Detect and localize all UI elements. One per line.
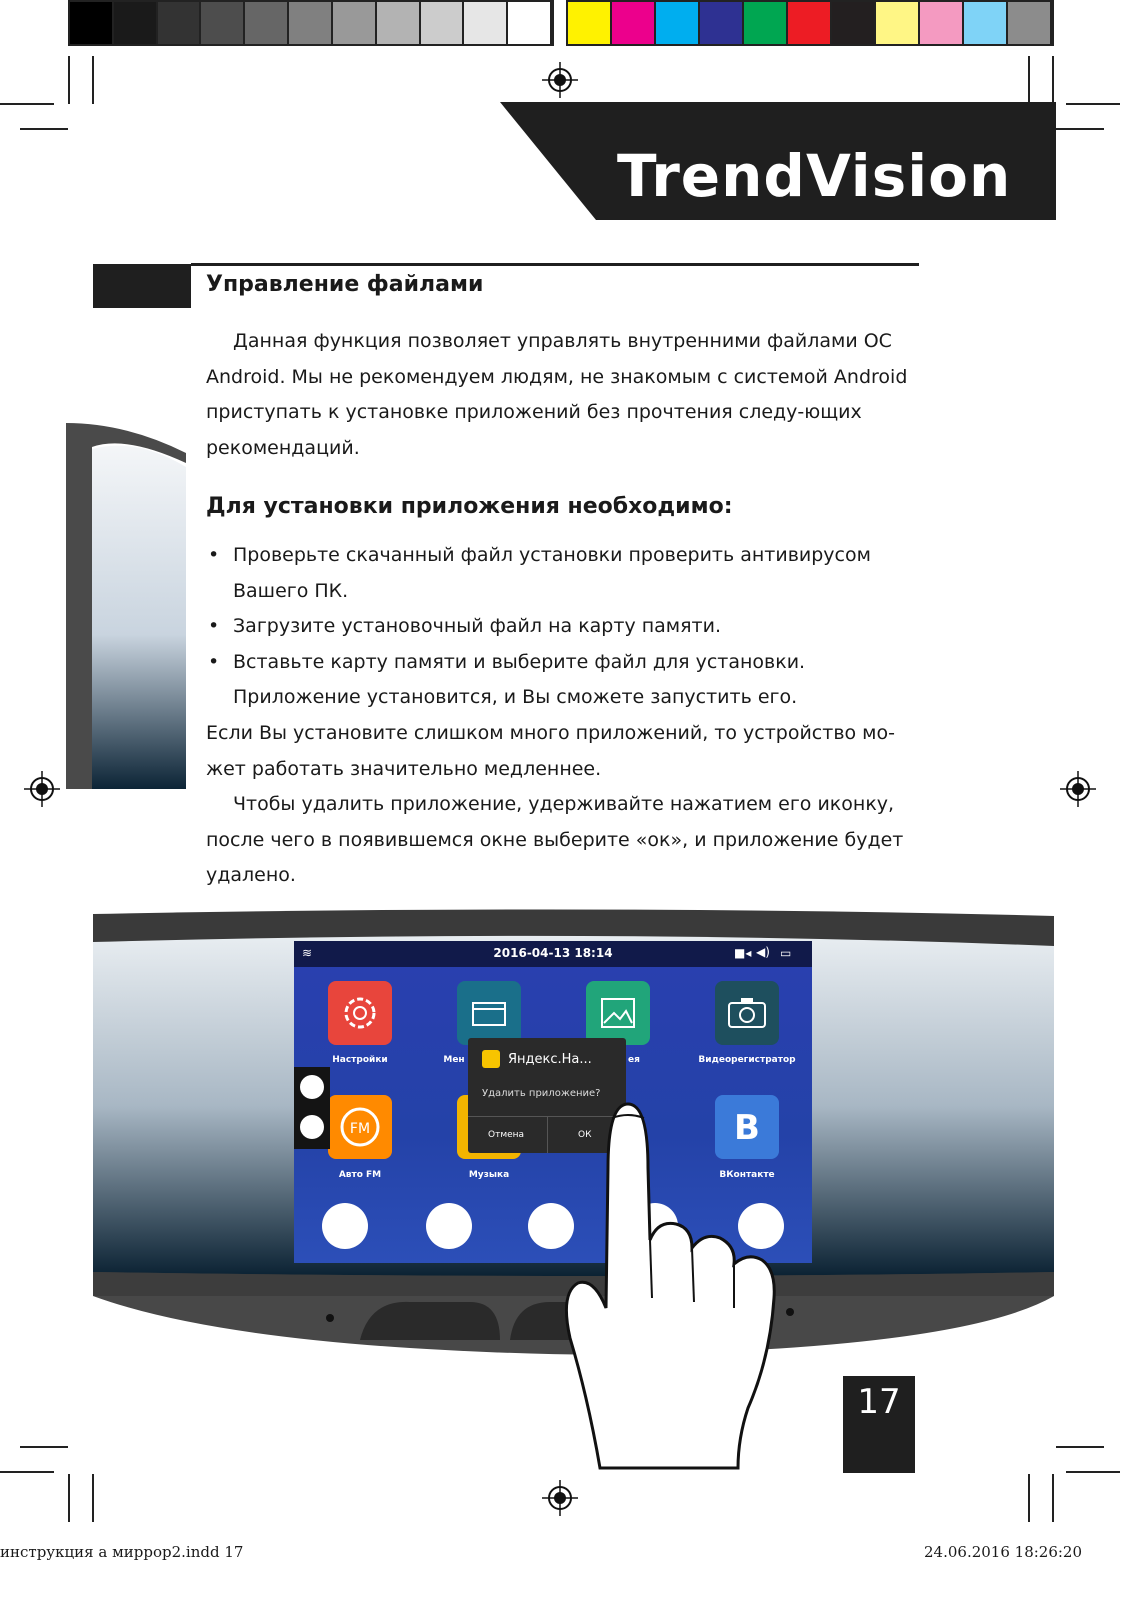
color-swatch xyxy=(568,2,612,44)
crop-mark xyxy=(92,56,94,104)
yandex-navigator-icon xyxy=(482,1050,500,1068)
camera-icon xyxy=(715,981,779,1045)
crop-mark xyxy=(1066,103,1120,105)
process-color-bar xyxy=(566,0,1054,46)
svg-text:FM: FM xyxy=(349,1121,371,1137)
section-rule xyxy=(191,263,919,266)
list-item: • Проверьте скачанный файл установки проверить антивирусом Вашего ПК. xyxy=(206,538,918,609)
app-label: Настройки xyxy=(332,1055,388,1065)
brand-logo: TrendVision xyxy=(617,142,1012,210)
app-label: Мен xyxy=(443,1055,465,1065)
color-swatch xyxy=(70,2,114,44)
page-number: 17 xyxy=(843,1376,915,1473)
color-swatch xyxy=(201,2,245,44)
color-swatch xyxy=(158,2,202,44)
color-swatch xyxy=(464,2,508,44)
crop-mark xyxy=(1056,128,1104,130)
mirror-edge-decoration xyxy=(66,423,186,789)
app-gallery[interactable] xyxy=(586,981,650,1045)
app-dvr[interactable] xyxy=(715,981,779,1045)
color-swatch xyxy=(421,2,465,44)
cancel-button[interactable]: Отмена xyxy=(488,1130,525,1140)
registration-mark-icon xyxy=(24,771,60,807)
app-label: Авто FM xyxy=(338,1170,382,1180)
crop-mark xyxy=(20,128,68,130)
color-swatch xyxy=(508,2,552,44)
radio-icon xyxy=(328,1095,392,1159)
color-swatch xyxy=(1008,2,1052,44)
color-swatch xyxy=(744,2,788,44)
color-swatch xyxy=(114,2,158,44)
install-bullet-list xyxy=(206,538,918,716)
crop-mark xyxy=(68,1474,70,1522)
gallery-icon xyxy=(586,981,650,1045)
color-swatch xyxy=(964,2,1008,44)
crop-mark xyxy=(92,1474,94,1522)
crop-mark xyxy=(0,1471,54,1473)
home-icon[interactable] xyxy=(300,1115,324,1139)
app-settings[interactable] xyxy=(328,981,392,1045)
list-item: • Загрузите установочный файл на карту памяти. xyxy=(206,609,918,645)
folder-icon xyxy=(457,981,521,1045)
color-swatch xyxy=(876,2,920,44)
app-radio[interactable] xyxy=(328,1095,392,1159)
wifi-icon: ≋ xyxy=(302,946,313,960)
svg-text:B: B xyxy=(734,1108,760,1148)
crop-mark xyxy=(1028,1474,1030,1522)
crop-mark xyxy=(0,103,54,105)
gray-color-bar xyxy=(68,0,554,46)
app-label: Видеорегистратор xyxy=(698,1055,796,1065)
color-swatch xyxy=(656,2,700,44)
warning-paragraph: Если Вы установите слишком много приложений, то устройство мо-жет работать значительно медленнее. xyxy=(206,722,895,780)
color-swatch xyxy=(920,2,964,44)
hand-pointer-illustration xyxy=(548,1098,848,1472)
navigation-dock-icon[interactable] xyxy=(426,1203,472,1249)
crop-mark xyxy=(1052,1474,1054,1522)
registration-mark-icon xyxy=(542,62,578,98)
color-swatch xyxy=(245,2,289,44)
camera-status-icon: ■◂ xyxy=(734,946,752,960)
color-swatch xyxy=(289,2,333,44)
crop-mark xyxy=(1028,56,1030,104)
app-label: ВКонтакте xyxy=(719,1170,775,1180)
dialog-app-name: Яндекс.На... xyxy=(508,1052,592,1067)
registration-mark-icon xyxy=(542,1480,578,1516)
section-marker xyxy=(93,264,191,308)
color-swatch xyxy=(700,2,744,44)
ok-button[interactable]: ОК xyxy=(578,1130,592,1140)
app-file-manager[interactable] xyxy=(457,981,521,1045)
crop-mark xyxy=(1052,56,1054,104)
app-label: ея xyxy=(628,1055,640,1065)
back-icon[interactable] xyxy=(300,1075,324,1099)
music-dock-icon[interactable] xyxy=(322,1203,368,1249)
footer-filename: инструкция а миррор2.indd 17 xyxy=(0,1543,244,1561)
status-datetime: 2016-04-13 18:14 xyxy=(493,946,613,960)
color-swatch xyxy=(788,2,832,44)
intro-paragraph: Данная функция позволяет управлять внутренними файлами ОС Android. Мы не рекомендуем людям, не знакомым с системой Android приступать к установке приложений без прочтения следу-ющих рекомендаций. xyxy=(206,330,908,459)
color-swatch xyxy=(832,2,876,44)
color-swatch xyxy=(612,2,656,44)
color-swatch xyxy=(377,2,421,44)
remove-paragraph: Чтобы удалить приложение, удерживайте нажатием его иконку, после чего в появившемся окне выберите «ок», и приложение будет удалено. xyxy=(206,793,904,886)
crop-mark xyxy=(1056,1446,1104,1448)
crop-mark xyxy=(68,56,70,104)
list-item: • Вставьте карту памяти и выберите файл для установки. Приложение установится, и Вы сможете запустить его. xyxy=(206,645,918,716)
gear-icon xyxy=(328,981,392,1045)
registration-mark-icon xyxy=(1060,771,1096,807)
crop-mark xyxy=(1066,1471,1120,1473)
install-heading: Для установки приложения необходимо: xyxy=(206,494,733,519)
status-bar xyxy=(294,941,812,967)
volume-icon: ◀) xyxy=(756,945,770,959)
side-nav xyxy=(294,1067,330,1149)
color-swatch xyxy=(333,2,377,44)
section-title: Управление файлами xyxy=(206,272,484,297)
app-label: Музыка xyxy=(468,1170,510,1180)
dialog-message: Удалить приложение? xyxy=(482,1088,601,1099)
crop-mark xyxy=(20,1446,68,1448)
footer-timestamp: 24.06.2016 18:26:20 xyxy=(924,1543,1083,1561)
battery-icon: ▭ xyxy=(780,946,792,960)
